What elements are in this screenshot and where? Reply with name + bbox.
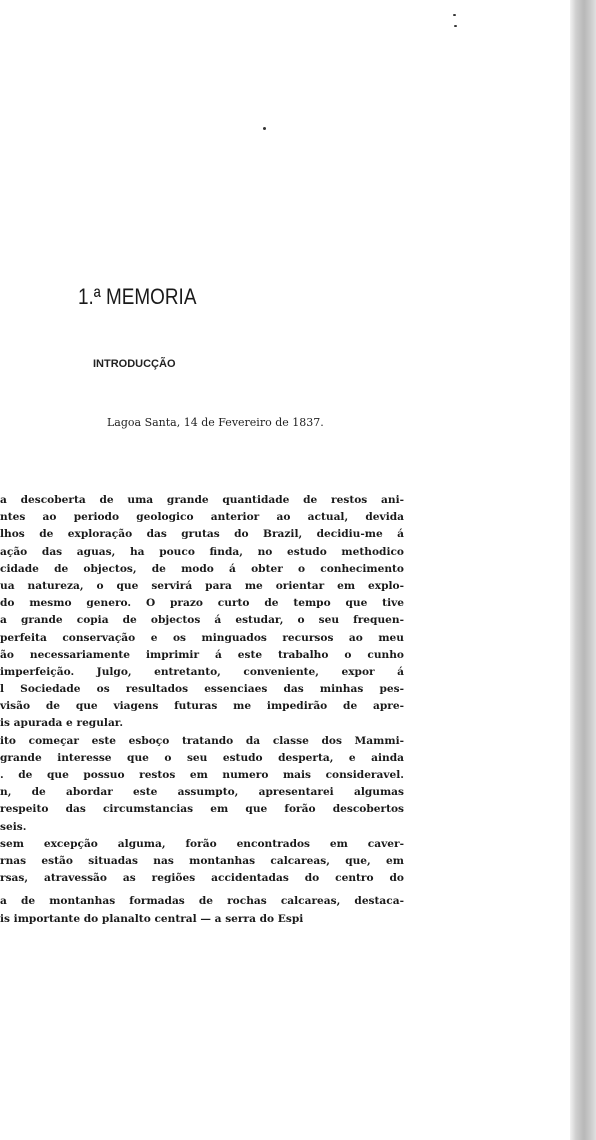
ink-speck <box>263 127 266 130</box>
text-line: sem excepção alguma, forão encontrados em caver- <box>0 837 404 850</box>
text-line: ntes ao periodo geologico anterior ao actual, devida <box>0 511 404 524</box>
body-paragraphs <box>0 492 404 928</box>
text-line: is importante do planalto central — a serra do Espi <box>0 912 304 925</box>
text-line: is apurada e regular. <box>0 717 124 730</box>
text-line: do mesmo genero. O prazo curto de tempo que tive <box>0 597 404 610</box>
text-line: ão necessariamente imprimir á este trabalho o cunho <box>0 648 404 661</box>
text-line: a grande copia de objectos á estudar, o seu frequen- <box>0 614 404 627</box>
text-line: visão de que viagens futuras me impedirão de apre- <box>0 700 404 713</box>
text-line: l Sociedade os resultados essenciaes das minhas pes- <box>0 683 404 696</box>
text-line: ito começar este esboço tratando da classe dos Mammi- <box>0 734 404 747</box>
text-line: cidade de objectos, de modo á obter o conhecimento <box>0 562 404 575</box>
text-line: ua natureza, o que servirá para me orientar em explo- <box>0 579 404 592</box>
text-line: grande interesse que o seu estudo desperta, e ainda <box>0 751 404 764</box>
dateline: Lagoa Santa, 14 de Fevereiro de 1837. <box>107 416 324 429</box>
text-line: ação das aguas, ha pouco finda, no estudo methodico <box>0 545 404 558</box>
text-line: imperfeição. Julgo, entretanto, conveniente, expor á <box>0 665 404 678</box>
text-line: . de que possuo restos em numero mais consideravel. <box>0 769 404 781</box>
text-line: a descoberta de uma grande quantidade de restos ani- <box>0 494 404 506</box>
text-line: respeito das circumstancias em que forão descobertos <box>0 803 404 816</box>
text-line: n, de abordar este assumpto, apresentarei algumas <box>0 786 404 799</box>
ink-speck <box>454 25 457 27</box>
text-line: a de montanhas formadas de rochas calcareas, destaca- <box>0 895 404 908</box>
section-subtitle: INTRODUCÇÃO <box>93 358 176 370</box>
text-line: rnas estão situadas nas montanhas calcareas, que, em <box>0 854 404 867</box>
text-line: rsas, atravessão as regiões accidentadas do centro do <box>0 872 404 885</box>
text-line: perfeita conservação e os minguados recursos ao meu <box>0 631 404 644</box>
text-line: seis. <box>0 820 27 833</box>
text-line: lhos de exploração das grutas do Brazil, decidiu-me á <box>0 528 404 541</box>
page-binding-edge <box>570 0 596 1140</box>
ink-speck <box>453 14 456 16</box>
page-title: 1.ª MEMORIA <box>78 284 197 309</box>
